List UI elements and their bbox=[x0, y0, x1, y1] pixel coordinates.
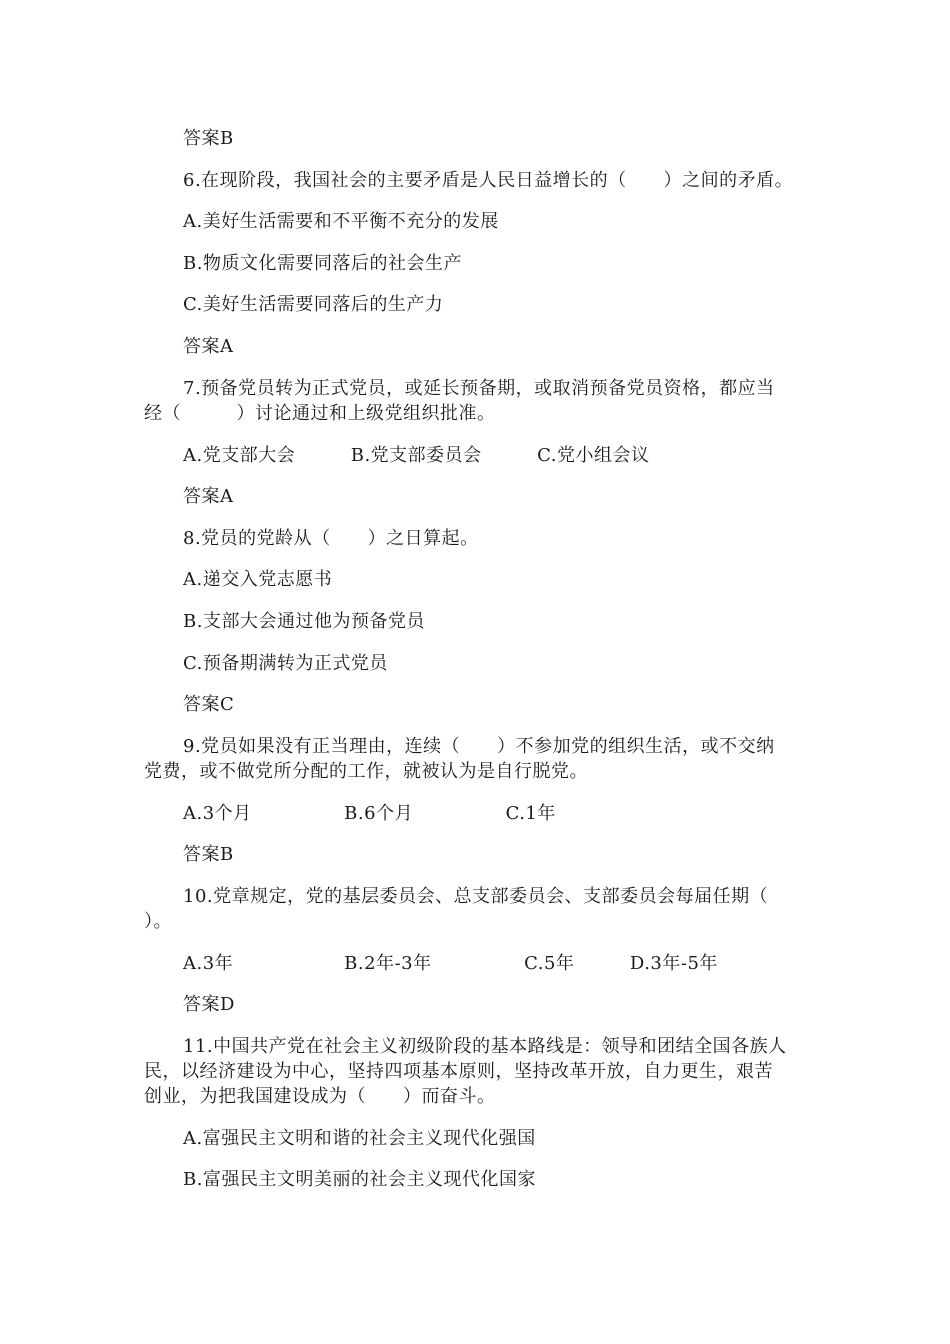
question-7-line2: 经（ ）讨论通过和上级党组织批准。 bbox=[144, 403, 496, 424]
option-11a: A.富强民主文明和谐的社会主义现代化强国 bbox=[183, 1128, 536, 1149]
question-11-line1: 11.中国共产党在社会主义初级阶段的基本路线是：领导和团结全国各族人 bbox=[183, 1036, 787, 1057]
option-6c: C.美好生活需要同落后的生产力 bbox=[183, 294, 444, 315]
option-8b: B.支部大会通过他为预备党员 bbox=[183, 611, 425, 632]
question-10-line2: ）。 bbox=[144, 911, 172, 932]
option-11b: B.富强民主文明美丽的社会主义现代化国家 bbox=[183, 1169, 536, 1190]
question-9-line2: 党费，或不做党所分配的工作，就被认为是自行脱党。 bbox=[144, 761, 588, 782]
options-7: A.党支部大会 B.党支部委员会 C.党小组会议 bbox=[183, 445, 650, 466]
answer-7: 答案A bbox=[183, 486, 234, 507]
question-11-line2: 民，以经济建设为中心，坚持四项基本原则，坚持改革开放，自力更生，艰苦 bbox=[144, 1061, 773, 1082]
option-8a: A.递交入党志愿书 bbox=[183, 569, 333, 590]
answer-9: 答案B bbox=[183, 844, 234, 865]
option-6b: B.物质文化需要同落后的社会生产 bbox=[183, 253, 462, 274]
question-11-line3: 创业，为把我国建设成为（ ）而奋斗。 bbox=[144, 1086, 496, 1107]
question-8: 8.党员的党龄从（ ）之日算起。 bbox=[183, 528, 479, 549]
question-10-line1: 10.党章规定，党的基层委员会、总支部委员会、支部委员会每届任期（ bbox=[183, 886, 769, 907]
question-9-line1: 9.党员如果没有正当理由，连续（ ）不参加党的组织生活，或不交纳 bbox=[183, 736, 775, 757]
options-9: A.3个月 B.6个月 C.1年 bbox=[183, 803, 556, 824]
answer-6: 答案A bbox=[183, 336, 234, 357]
answer-5: 答案B bbox=[183, 128, 234, 149]
question-7-line1: 7.预备党员转为正式党员，或延长预备期，或取消预备党员资格，都应当 bbox=[183, 378, 775, 399]
option-8c: C.预备期满转为正式党员 bbox=[183, 653, 388, 674]
answer-8: 答案C bbox=[183, 694, 235, 715]
question-6: 6.在现阶段，我国社会的主要矛盾是人民日益增长的（ ）之间的矛盾。 bbox=[183, 170, 794, 191]
answer-10: 答案D bbox=[183, 994, 235, 1015]
options-10: A.3年 B.2年-3年 C.5年 D.3年-5年 bbox=[183, 953, 718, 974]
option-6a: A.美好生活需要和不平衡不充分的发展 bbox=[183, 211, 499, 232]
